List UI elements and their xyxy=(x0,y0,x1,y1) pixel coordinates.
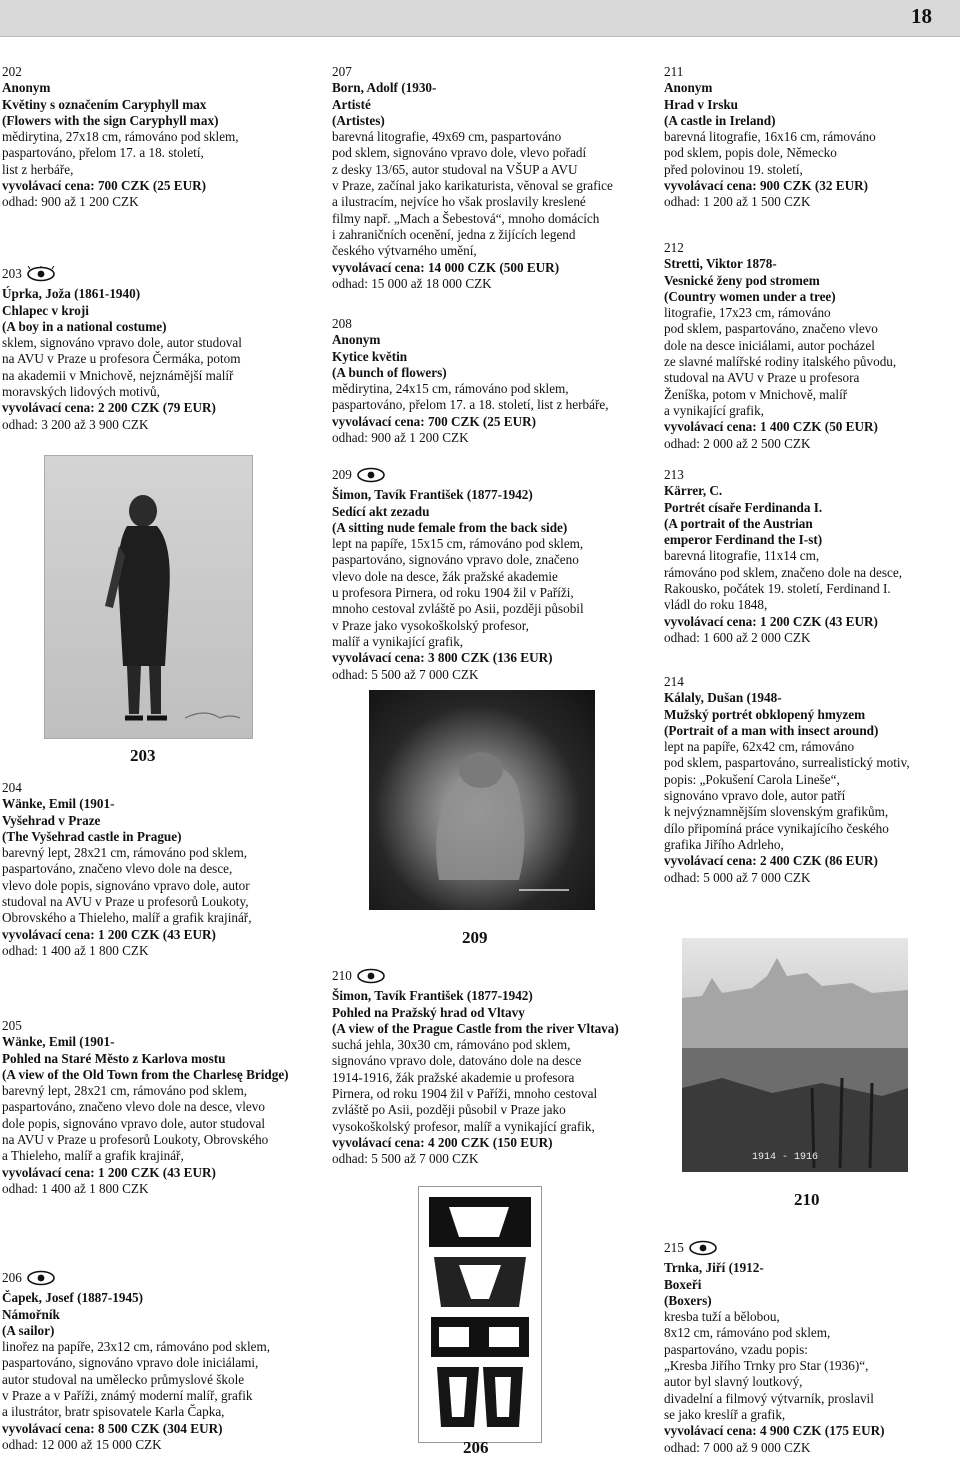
lot-title: Pohled na Pražský hrad od Vltavy xyxy=(332,1004,525,1020)
lot-start-price: vyvolávací cena: 4 200 CZK (150 EUR) xyxy=(332,1134,553,1150)
lot-203 xyxy=(2,266,320,433)
artwork-210-image xyxy=(682,938,908,1172)
lot-number: 214 xyxy=(664,674,684,689)
lot-title: Námořník xyxy=(2,1306,60,1322)
lot-number: 212 xyxy=(664,240,684,255)
lot-artist: Trnka, Jiří (1912- xyxy=(664,1260,764,1276)
lot-desc: u profesora Pirnera, od roku 1904 žil v Paříži, xyxy=(332,585,574,601)
lot-title: Hrad v Irsku xyxy=(664,96,739,112)
lot-estimate: odhad: 1 600 až 2 000 CZK xyxy=(664,629,811,645)
lot-estimate: odhad: 3 200 až 3 900 CZK xyxy=(2,416,149,432)
lot-estimate: odhad: 7 000 až 9 000 CZK xyxy=(664,1439,811,1455)
lot-artist: Anonym xyxy=(2,80,51,96)
lot-artist: Kärrer, C. xyxy=(664,483,723,499)
lot-desc: Rakousko, počátek 19. století, Ferdinand I. xyxy=(664,581,891,597)
lot-title-en: (Artistes) xyxy=(332,112,385,128)
lot-desc: barevný lept, 28x21 cm, rámováno pod sklem, xyxy=(2,845,248,861)
lot-number: 206 xyxy=(2,1270,22,1285)
lot-212 xyxy=(664,240,958,452)
eye-icon xyxy=(688,1240,718,1260)
lot-210 xyxy=(332,968,648,1168)
lot-207 xyxy=(332,64,648,292)
lot-desc: dole na desce iniciálami, autor pocházel xyxy=(664,337,875,353)
lot-desc: signováno vpravo dole, autor patří xyxy=(664,788,846,804)
lot-title-en: (A boy in a national costume) xyxy=(2,318,167,334)
lot-desc: litografie, 17x23 cm, rámováno xyxy=(664,305,831,321)
lot-desc: Pirnera, od roku 1904 žil v Paříži, mnoho cestoval xyxy=(332,1086,598,1102)
lot-desc: studoval na AVU v Praze u profesora xyxy=(664,370,860,386)
lot-desc: ze slavné malířské rodiny italského původu, xyxy=(664,354,897,370)
lot-desc: barevná litografie, 49x69 cm, paspartováno xyxy=(332,129,562,145)
lot-desc: lept na papíře, 62x42 cm, rámováno xyxy=(664,739,855,755)
lot-number: 202 xyxy=(2,64,22,79)
lot-title-en: (A view of the Prague Castle from the river Vltava) xyxy=(332,1020,619,1036)
lot-desc: a ilustrátor, bratr spisovatele Karla Čapka, xyxy=(2,1404,225,1420)
lot-title-en: (The Vyšehrad castle in Prague) xyxy=(2,828,182,844)
lot-title-en: (Flowers with the sign Caryphyll max) xyxy=(2,112,219,128)
lot-title-en: (Boxers) xyxy=(664,1292,712,1308)
lot-desc: z desky 13/65, autor studoval na VŠUP a AVU xyxy=(332,161,578,177)
lot-desc: filmy např. „Mach a Šebestová“, mnoho domácích xyxy=(332,210,600,226)
lot-desc: pod sklem, paspartováno, značeno vlevo xyxy=(664,321,878,337)
lot-title-en: (A portrait of the Austrian xyxy=(664,515,813,531)
lot-desc: paspartováno, přelom 17. a 18. století, list z herbáře, xyxy=(332,397,609,413)
lot-desc: a Thieleho, malíř a grafik krajinář, xyxy=(2,1148,184,1164)
lot-desc: barevná litografie, 16x16 cm, rámováno xyxy=(664,129,876,145)
lot-desc: „Kresba Jiřího Trnky pro Star (1936)“, xyxy=(664,1358,869,1374)
lot-desc: vládl do roku 1848, xyxy=(664,597,768,613)
lot-artist: Anonym xyxy=(664,80,713,96)
lot-estimate: odhad: 900 až 1 200 CZK xyxy=(2,194,139,210)
lot-desc: signováno vpravo dole, datováno dole na desce xyxy=(332,1053,582,1069)
lot-artist: Šimon, Tavík František (1877-1942) xyxy=(332,487,533,503)
artwork-209-caption: 209 xyxy=(462,928,488,947)
lot-title: Chlapec v kroji xyxy=(2,302,89,318)
lot-estimate: odhad: 5 000 až 7 000 CZK xyxy=(664,869,811,885)
lot-desc: na AVU v Praze u profesorů Loukoty, Obrovského xyxy=(2,1132,269,1148)
lot-estimate: odhad: 1 200 až 1 500 CZK xyxy=(664,194,811,210)
lot-start-price: vyvolávací cena: 8 500 CZK (304 EUR) xyxy=(2,1420,223,1436)
lot-desc: mědirytina, 24x15 cm, rámováno pod sklem, xyxy=(332,381,569,397)
lot-desc: barevná litografie, 11x14 cm, xyxy=(664,548,820,564)
lot-artist: Wänke, Emil (1901- xyxy=(2,796,115,812)
lot-artist: Stretti, Viktor 1878- xyxy=(664,256,777,272)
lot-title: Pohled na Staré Město z Karlova mostu xyxy=(2,1050,226,1066)
lot-desc: se jako kreslíř a grafik, xyxy=(664,1406,786,1422)
lot-title: Sedící akt zezadu xyxy=(332,503,430,519)
lot-title: Boxeři xyxy=(664,1276,702,1292)
lot-start-price: vyvolávací cena: 14 000 CZK (500 EUR) xyxy=(332,259,560,275)
lot-desc: studoval na AVU v Praze u profesorů Loukoty, xyxy=(2,894,249,910)
lot-desc: zvláště po Asii, později působil v Praze jako xyxy=(332,1102,566,1118)
lot-desc: paspartováno, signováno vpravo dole, značeno xyxy=(332,552,579,568)
lot-desc: pod sklem, popis dole, Německo xyxy=(664,145,837,161)
lot-desc: mnoho cestoval zvláště po Asii, později působil xyxy=(332,601,584,617)
lot-209 xyxy=(332,467,648,683)
lot-title: Květiny s označením Caryphyll max xyxy=(2,96,207,112)
lot-artist: Šimon, Tavík František (1877-1942) xyxy=(332,988,533,1004)
lot-estimate: odhad: 12 000 až 15 000 CZK xyxy=(2,1436,162,1452)
lot-number: 208 xyxy=(332,316,352,331)
artwork-206-image xyxy=(418,1186,542,1443)
lot-estimate: odhad: 2 000 až 2 500 CZK xyxy=(664,435,811,451)
artwork-203-caption: 203 xyxy=(130,746,156,765)
lot-desc: list z herbáře, xyxy=(2,161,74,177)
lot-desc: suchá jehla, 30x30 cm, rámováno pod sklem, xyxy=(332,1037,571,1053)
lot-artist: Anonym xyxy=(332,332,381,348)
lot-number: 213 xyxy=(664,467,684,482)
lot-start-price: vyvolávací cena: 700 CZK (25 EUR) xyxy=(2,178,207,194)
lot-desc: popis: „Pokušení Carola Lineše“, xyxy=(664,771,840,787)
lot-start-price: vyvolávací cena: 3 800 CZK (136 EUR) xyxy=(332,650,553,666)
lot-title-en: (A castle in Ireland) xyxy=(664,112,776,128)
lot-title: Mužský portrét obklopený hmyzem xyxy=(664,706,866,722)
lot-title: Vesnické ženy pod stromem xyxy=(664,272,820,288)
lot-desc: 1914-1916, žák pražské akademie u profesora xyxy=(332,1069,575,1085)
lot-208 xyxy=(332,316,648,446)
lot-214 xyxy=(664,674,958,886)
page-number: 18 xyxy=(911,4,932,28)
lot-desc: pod sklem, paspartováno, surrealistický motiv, xyxy=(664,755,910,771)
lot-desc: i zahraničních ocenění, jedna z žijících legend xyxy=(332,226,576,242)
lot-number: 207 xyxy=(332,64,352,79)
artwork-203-image xyxy=(44,455,253,739)
lot-desc: dole popis, signováno vpravo dole, autor studoval xyxy=(2,1115,265,1131)
lot-estimate: odhad: 1 400 až 1 800 CZK xyxy=(2,942,149,958)
lot-desc: paspartováno, značeno vlevo dole na desce, xyxy=(2,861,233,877)
lot-204 xyxy=(2,780,320,959)
lot-213 xyxy=(664,467,958,646)
lot-start-price: vyvolávací cena: 4 900 CZK (175 EUR) xyxy=(664,1423,885,1439)
lot-artist: Čapek, Josef (1887-1945) xyxy=(2,1290,144,1306)
lot-estimate: odhad: 1 400 až 1 800 CZK xyxy=(2,1180,149,1196)
artwork-210-caption: 210 xyxy=(794,1190,820,1209)
lot-artist: Born, Adolf (1930- xyxy=(332,80,437,96)
lot-desc: na AVU v Praze u profesora Čermáka, potom xyxy=(2,351,241,367)
lot-estimate: odhad: 5 500 až 7 000 CZK xyxy=(332,1151,479,1167)
lot-artist: Kálaly, Dušan (1948- xyxy=(664,690,782,706)
lot-desc: v Praze a v Paříži, známý moderní malíř, grafik xyxy=(2,1388,253,1404)
lot-title-en: (A bunch of flowers) xyxy=(332,364,447,380)
lot-title-en: emperor Ferdinand the I-st) xyxy=(664,532,823,548)
lot-title-en: (A sailor) xyxy=(2,1322,55,1338)
lot-title: Vyšehrad v Praze xyxy=(2,812,101,828)
lot-start-price: vyvolávací cena: 1 200 CZK (43 EUR) xyxy=(664,613,878,629)
lot-desc: 8x12 cm, rámováno pod sklem, xyxy=(664,1325,831,1341)
artwork-206-caption: 206 xyxy=(463,1438,489,1457)
lot-start-price: vyvolávací cena: 1 200 CZK (43 EUR) xyxy=(2,1164,216,1180)
lot-start-price: vyvolávací cena: 2 400 CZK (86 EUR) xyxy=(664,853,878,869)
lot-desc: před polovinou 19. století, xyxy=(664,161,803,177)
lot-title: Artisté xyxy=(332,96,371,112)
lot-202 xyxy=(2,64,320,211)
lot-desc: paspartováno, vzadu popis: xyxy=(664,1341,808,1357)
lot-desc: mědirytina, 27x18 cm, rámováno pod sklem, xyxy=(2,129,239,145)
lot-desc: vlevo dole popis, signováno vpravo dole, autor xyxy=(2,877,250,893)
lot-205 xyxy=(2,1018,320,1197)
lot-start-price: vyvolávací cena: 1 200 CZK (43 EUR) xyxy=(2,926,216,942)
lot-desc: grafika Jiřího Adrleho, xyxy=(664,836,784,852)
lot-start-price: vyvolávací cena: 700 CZK (25 EUR) xyxy=(332,413,537,429)
lot-desc: autor studoval na umělecko průmyslové škole xyxy=(2,1371,245,1387)
lot-estimate: odhad: 15 000 až 18 000 CZK xyxy=(332,275,492,291)
lot-number: 204 xyxy=(2,780,22,795)
eye-icon xyxy=(26,1270,56,1290)
lot-artist: Úprka, Joža (1861-1940) xyxy=(2,286,141,302)
lot-title-en: (Country women under a tree) xyxy=(664,288,836,304)
lot-number: 210 xyxy=(332,968,352,983)
lot-desc: v Praze jako vysokoškolský profesor, xyxy=(332,617,529,633)
lot-title-en: (Portrait of a man with insect around) xyxy=(664,722,879,738)
lot-title: Kytice květin xyxy=(332,348,408,364)
lot-215 xyxy=(664,1240,958,1456)
lot-desc: vysokoškolský profesor, malíř a vynikající grafik, xyxy=(332,1118,595,1134)
lot-title-en: (A view of the Old Town from the Charlesę Bridge) xyxy=(2,1066,289,1082)
lot-title: Portrét císaře Ferdinanda I. xyxy=(664,499,823,515)
lot-estimate: odhad: 5 500 až 7 000 CZK xyxy=(332,666,479,682)
lot-desc: rámováno pod sklem, značeno dole na desce, xyxy=(664,564,903,580)
artwork-209-image xyxy=(369,690,595,910)
lot-number: 203 xyxy=(2,266,22,281)
lot-start-price: vyvolávací cena: 2 200 CZK (79 EUR) xyxy=(2,400,216,416)
lot-number: 211 xyxy=(664,64,684,79)
lot-start-price: vyvolávací cena: 900 CZK (32 EUR) xyxy=(664,178,869,194)
lot-desc: paspartováno, přelom 17. a 18. století, xyxy=(2,145,204,161)
lot-desc: autor byl slavný loutkový, xyxy=(664,1374,803,1390)
lot-desc: na akademii v Mnichově, nejznámější malíř xyxy=(2,367,234,383)
lot-number: 209 xyxy=(332,467,352,482)
lot-desc: paspartováno, signováno vpravo dole iniciálami, xyxy=(2,1355,259,1371)
lot-desc: Ženíška, potom v Mnichově, malíř xyxy=(664,386,848,402)
lot-desc: paspartováno, značeno vlevo dole na desce, vlevo xyxy=(2,1099,265,1115)
lot-desc: sklem, signováno vpravo dole, autor studoval xyxy=(2,335,242,351)
lot-artist: Wänke, Emil (1901- xyxy=(2,1034,115,1050)
lot-desc: k nejvýznamnějším slovenským grafikům, xyxy=(664,804,889,820)
lot-desc: dílo připomíná práce vynikajícího českého xyxy=(664,820,889,836)
lot-desc: malíř a vynikající grafik, xyxy=(332,633,464,649)
lot-desc: barevný lept, 28x21 cm, rámováno pod sklem, xyxy=(2,1083,248,1099)
lot-desc: českého výtvarného umění, xyxy=(332,243,477,259)
lot-desc: a ilustracím, nejvíce ho však proslavily kreslené xyxy=(332,194,586,210)
lot-desc: vlevo dole na desce, žák pražské akademie xyxy=(332,568,558,584)
lot-estimate: odhad: 900 až 1 200 CZK xyxy=(332,430,469,446)
lot-title-en: (A sitting nude female from the back side) xyxy=(332,519,568,535)
lot-desc: pod sklem, signováno vpravo dole, vlevo pořadí xyxy=(332,145,587,161)
lot-desc: Obrovského a Thieleho, malíř a grafik krajinář, xyxy=(2,910,252,926)
lot-desc: a vynikající grafik, xyxy=(664,402,764,418)
lot-number: 205 xyxy=(2,1018,22,1033)
lot-desc: moravských lidových motivů, xyxy=(2,384,160,400)
lot-desc: linořez na papíře, 23x12 cm, rámováno pod sklem, xyxy=(2,1339,271,1355)
lot-211 xyxy=(664,64,958,211)
lot-desc: v Praze, začínal jako karikaturista, věnoval se grafice xyxy=(332,178,613,194)
lot-number: 215 xyxy=(664,1240,684,1255)
lot-206 xyxy=(2,1270,320,1453)
eye-icon xyxy=(26,266,56,286)
lot-desc: kresba tuží a bělobou, xyxy=(664,1309,780,1325)
eye-icon xyxy=(356,968,386,988)
lot-desc: divadelní a filmový výtvarník, proslavil xyxy=(664,1390,874,1406)
page-header-bar xyxy=(0,0,960,37)
eye-icon xyxy=(356,467,386,487)
artwork-210-date: 1914 - 1916 xyxy=(752,1152,819,1163)
lot-start-price: vyvolávací cena: 1 400 CZK (50 EUR) xyxy=(664,419,878,435)
lot-desc: lept na papíře, 15x15 cm, rámováno pod sklem, xyxy=(332,536,584,552)
